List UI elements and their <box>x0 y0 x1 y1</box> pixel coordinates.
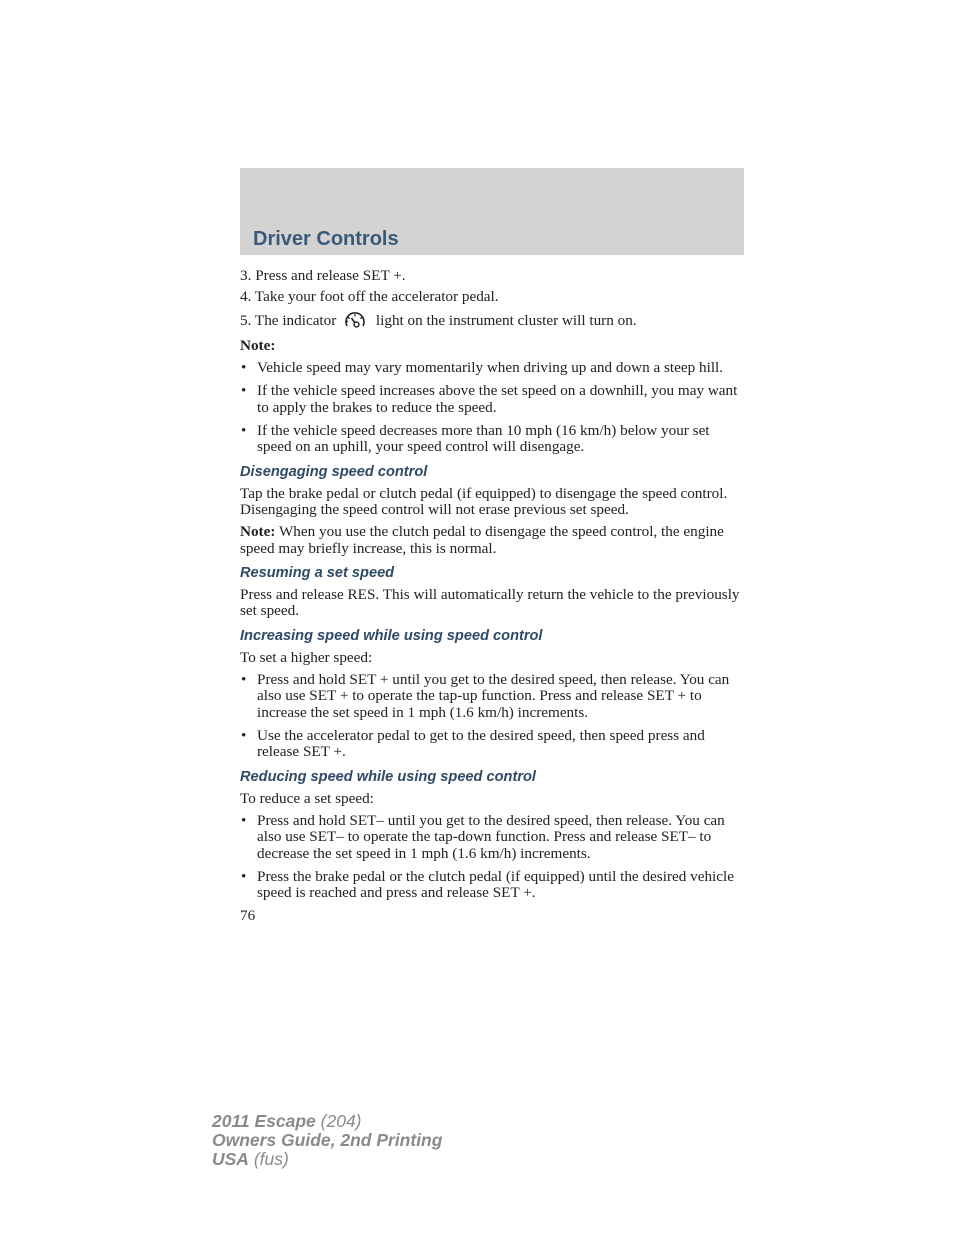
bullet-icon: • <box>241 421 247 439</box>
reducing-list <box>240 813 746 902</box>
note-list <box>240 360 746 456</box>
speed-control-indicator-icon <box>342 311 368 331</box>
bullet-icon: • <box>241 726 247 744</box>
bullet-icon: • <box>241 382 247 400</box>
list-item: • Vehicle speed may vary momentarily when driving up and down a steep hill. <box>241 359 724 377</box>
heading-disengaging: Disengaging speed control <box>240 463 428 480</box>
list-item: • If the vehicle speed decreases more than 10 mph (16 km/h) below your set speed on an uphill, your speed control will disengage. <box>241 421 710 456</box>
bullet-icon: • <box>241 670 247 688</box>
bullet-icon: • <box>241 811 247 829</box>
footer-line-2: Owners Guide, 2nd Printing <box>212 1130 443 1150</box>
bullet-icon: • <box>241 867 247 885</box>
paragraph-increasing-intro: To set a higher speed: <box>240 648 373 666</box>
step-5-text-after: light on the instrument cluster will turn on. <box>375 311 637 329</box>
footer-line-1: 2011 Escape (204) <box>212 1111 362 1131</box>
heading-reducing: Reducing speed while using speed control <box>240 769 536 785</box>
footer-line-3: USA (fus) <box>212 1149 289 1169</box>
list-item: • Press and hold SET + until you get to the desired speed, then release. You can also use SET + to operate the tap-up function. Press and release SET + to increase the set speed in 1 mph (1.6 km/h) increments. <box>241 670 730 721</box>
note-text: When you use the clutch pedal to disengage the speed control, the engine speed may briefly increase, this is normal. <box>240 523 724 557</box>
list-item: • Press and hold SET– until you get to the desired speed, then release. You can also use SET– to operate the tap-down function. Press and release SET– to decrease the set speed in 1 mph (1.6 km/h) increments. <box>241 811 725 862</box>
note-label: Note: <box>240 523 276 541</box>
note-label: Note: <box>240 336 276 354</box>
step-5-text-before: 5. The indicator <box>240 311 337 329</box>
page-content <box>240 268 746 925</box>
section-title: Driver Controls <box>253 228 399 250</box>
increasing-list <box>240 672 746 761</box>
list-item: • Press the brake pedal or the clutch pedal (if equipped) until the desired vehicle speed is reached and press and release SET +. <box>241 867 734 902</box>
note-disengaging <box>240 524 746 557</box>
heading-increasing: Increasing speed while using speed control <box>240 628 543 645</box>
paragraph-resuming: Press and release RES. This will automatically return the vehicle to the previously set speed. <box>240 585 740 620</box>
list-item: • Use the accelerator pedal to get to the desired speed, then speed press and release SET +. <box>241 726 705 761</box>
heading-resuming: Resuming a set speed <box>240 565 395 582</box>
document-footer <box>212 1112 442 1169</box>
page-number: 76 <box>240 907 256 925</box>
paragraph-disengaging: Tap the brake pedal or clutch pedal (if equipped) to disengage the speed control. Disengaging the speed control will not erase previous set speed. <box>240 484 728 519</box>
paragraph-reducing-intro: To reduce a set speed: <box>240 789 374 807</box>
list-item: • If the vehicle speed increases above the set speed on a downhill, you may want to apply the brakes to reduce the speed. <box>241 382 738 416</box>
bullet-icon: • <box>241 359 247 377</box>
step-4: 4. Take your foot off the accelerator pedal. <box>240 287 499 305</box>
section-header-band <box>240 168 744 255</box>
step-5 <box>240 311 746 331</box>
step-3: 3. Press and release SET +. <box>240 267 406 284</box>
